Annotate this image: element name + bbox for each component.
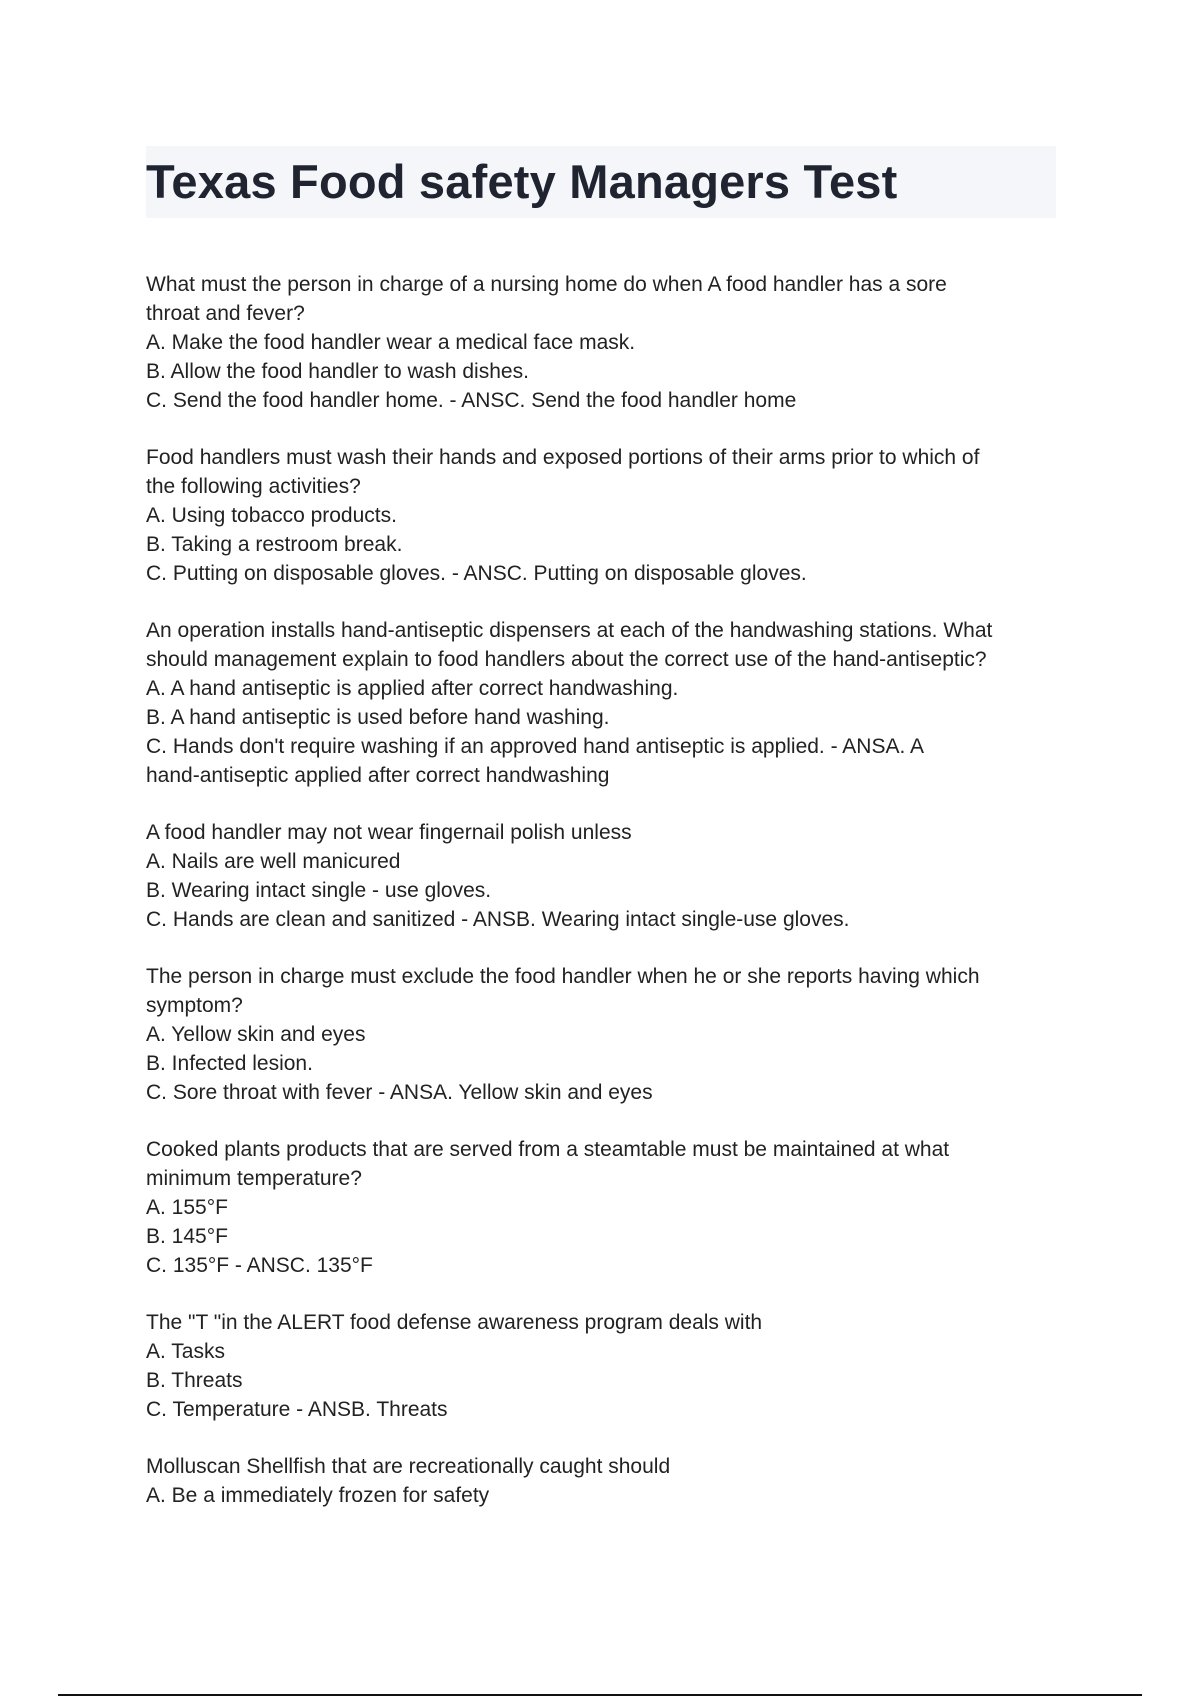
answer-option: A. Tasks <box>146 1340 225 1363</box>
answer-option: B. Infected lesion. <box>146 1052 313 1075</box>
answer-option: C. Putting on disposable gloves. - ANSC. Putting on disposable gloves. <box>146 562 807 585</box>
question-block <box>146 616 1056 790</box>
answer-option: A. Using tobacco products. <box>146 504 397 527</box>
answer-option: A. A hand antiseptic is applied after correct handwashing. <box>146 677 679 700</box>
answer-option: B. A hand antiseptic is used before hand washing. <box>146 706 610 729</box>
question-text: the following activities? <box>146 475 361 498</box>
answer-option: C. Sore throat with fever - ANSA. Yellow skin and eyes <box>146 1081 653 1104</box>
answer-option: A. Nails are well manicured <box>146 850 401 873</box>
question-text: throat and fever? <box>146 302 305 325</box>
answer-option: B. Taking a restroom break. <box>146 533 403 556</box>
question-list <box>146 270 1056 1538</box>
question-text: What must the person in charge of a nursing home do when A food handler has a sore <box>146 273 947 296</box>
question-text: Molluscan Shellfish that are recreationally caught should <box>146 1455 671 1478</box>
question-text: minimum temperature? <box>146 1167 362 1190</box>
answer-option: B. Threats <box>146 1369 243 1392</box>
question-text: symptom? <box>146 994 243 1017</box>
answer-option: B. Wearing intact single - use gloves. <box>146 879 492 902</box>
question-block <box>146 1452 1056 1510</box>
page-title: Texas Food safety Managers Test <box>146 155 898 208</box>
question-text: An operation installs hand-antiseptic dispensers at each of the handwashing stations. What <box>146 619 993 642</box>
question-block <box>146 1135 1056 1280</box>
question-text: should management explain to food handlers about the correct use of the hand-antiseptic? <box>146 648 987 671</box>
question-block <box>146 962 1056 1107</box>
answer-option: A. Be a immediately frozen for safety <box>146 1484 490 1507</box>
answer-option: C. Temperature - ANSB. Threats <box>146 1398 448 1421</box>
answer-option: B. Allow the food handler to wash dishes. <box>146 360 529 383</box>
answer-option: B. 145°F <box>146 1225 228 1248</box>
answer-option: A. Yellow skin and eyes <box>146 1023 366 1046</box>
answer-option: C. Hands don't require washing if an approved hand antiseptic is applied. - ANSA. A <box>146 735 924 758</box>
answer-option: A. Make the food handler wear a medical face mask. <box>146 331 636 354</box>
question-text: Cooked plants products that are served from a steamtable must be maintained at what <box>146 1138 950 1161</box>
question-text: The person in charge must exclude the food handler when he or she reports having which <box>146 965 980 988</box>
answer-option: C. 135°F - ANSC. 135°F <box>146 1254 373 1277</box>
question-block <box>146 443 1056 588</box>
question-text: Food handlers must wash their hands and exposed portions of their arms prior to which of <box>146 446 980 469</box>
question-block <box>146 270 1056 415</box>
answer-option: C. Hands are clean and sanitized - ANSB. Wearing intact single-use gloves. <box>146 908 850 931</box>
question-block <box>146 1308 1056 1424</box>
question-text: A food handler may not wear fingernail polish unless <box>146 821 632 844</box>
question-block <box>146 818 1056 934</box>
bottom-divider <box>58 1694 1142 1696</box>
answer-option: C. Send the food handler home. - ANSC. Send the food handler home <box>146 389 797 412</box>
question-text: The "T "in the ALERT food defense awareness program deals with <box>146 1311 763 1334</box>
title-banner <box>146 146 1056 218</box>
question-text: hand-antiseptic applied after correct handwashing <box>146 764 610 787</box>
answer-option: A. 155°F <box>146 1196 228 1219</box>
